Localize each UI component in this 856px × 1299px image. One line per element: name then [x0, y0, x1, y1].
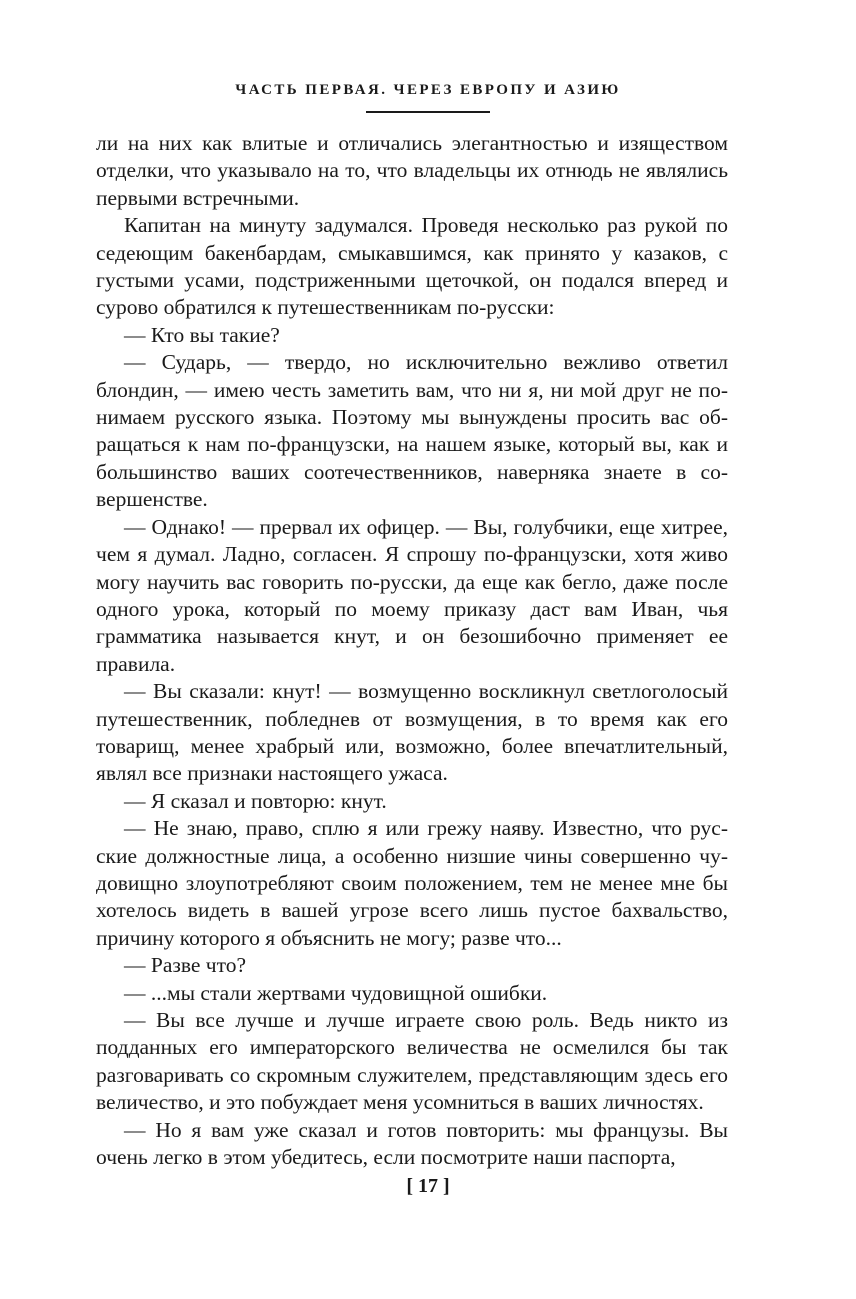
- running-head-rule: [366, 111, 490, 113]
- paragraph: — Сударь, — твердо, но исключительно вежливо ответил блондин, — имею честь заметить вам, что ни я, ни мой друг не понимаем русского языка. Поэтому мы вынуждены просить вас обращаться к нам по-французски, на нашем языке, который вы, как и большинство ваших соотечественников, наверняка знаете в совершенстве.: [96, 350, 728, 512]
- paragraph: — Кто вы такие?: [124, 322, 280, 347]
- page-number: [ 17 ]: [406, 1175, 450, 1197]
- paragraph: — Разве что?: [124, 953, 247, 978]
- running-head: ЧАСТЬ ПЕРВАЯ. ЧЕРЕЗ ЕВРОПУ И АЗИЮ: [235, 82, 621, 98]
- paragraph: — Вы сказали: кнут! — возмущенно воскликнул светлоголосый путешественник, побледнев от возмущения, в то время как его товарищ, менее храбрый или, возможно, более впечатлительный, являл все признаки настоящего ужаса.: [96, 679, 728, 786]
- paragraph: Капитан на минуту задумался. Проведя несколько раз рукой по седеющим бакенбардам, смыкавшимся, как принято у казаков, с густыми усами, подстриженными щеточкой, он подался вперед и сурово обратился к путешественникам по-русски:: [96, 213, 728, 320]
- body-text: [96, 130, 728, 1171]
- paragraph: — Но я вам уже сказал и готов повторить: мы французы. Вы очень легко в этом убедитесь, если посмотрите наши паспорта,: [96, 1117, 728, 1170]
- paragraph: — ...мы стали жертвами чудовищной ошибки.: [124, 980, 548, 1005]
- paragraph: — Не знаю, право, сплю я или грежу наяву. Известно, что русские должностные лица, а особенно низшие чины совершенно чудовищно злоупотребляют своим положением, тем не менее мне бы хотелось видеть в вашей угрозе всего лишь пустое бахвальство, причину которого я объяснить не могу; разве что...: [96, 816, 728, 950]
- paragraph: ли на них как влитые и отличались элегантностью и изяществом отделки, что указывало на то, что владельцы их отнюдь не являлись первыми встречными.: [96, 131, 728, 210]
- paragraph: — Вы все лучше и лучше играете свою роль. Ведь никто из подданных его императорского величества не осмелился бы так разговаривать со скромным служителем, представляющим здесь его величество, и это побуждает меня усомниться в ваших личностях.: [96, 1008, 728, 1115]
- paragraph: — Я сказал и повторю: кнут.: [124, 788, 387, 813]
- paragraph: — Однако! — прервал их офицер. — Вы, голубчики, еще хитрее, чем я думал. Ладно, согласен. Я спрошу по-французски, хотя живо могу научить вас говорить по-русски, да еще как бегло, даже после одного урока, который по моему приказу даст вам Иван, чья грамматика называется кнут, и он безошибочно применяет ее правила.: [96, 514, 728, 676]
